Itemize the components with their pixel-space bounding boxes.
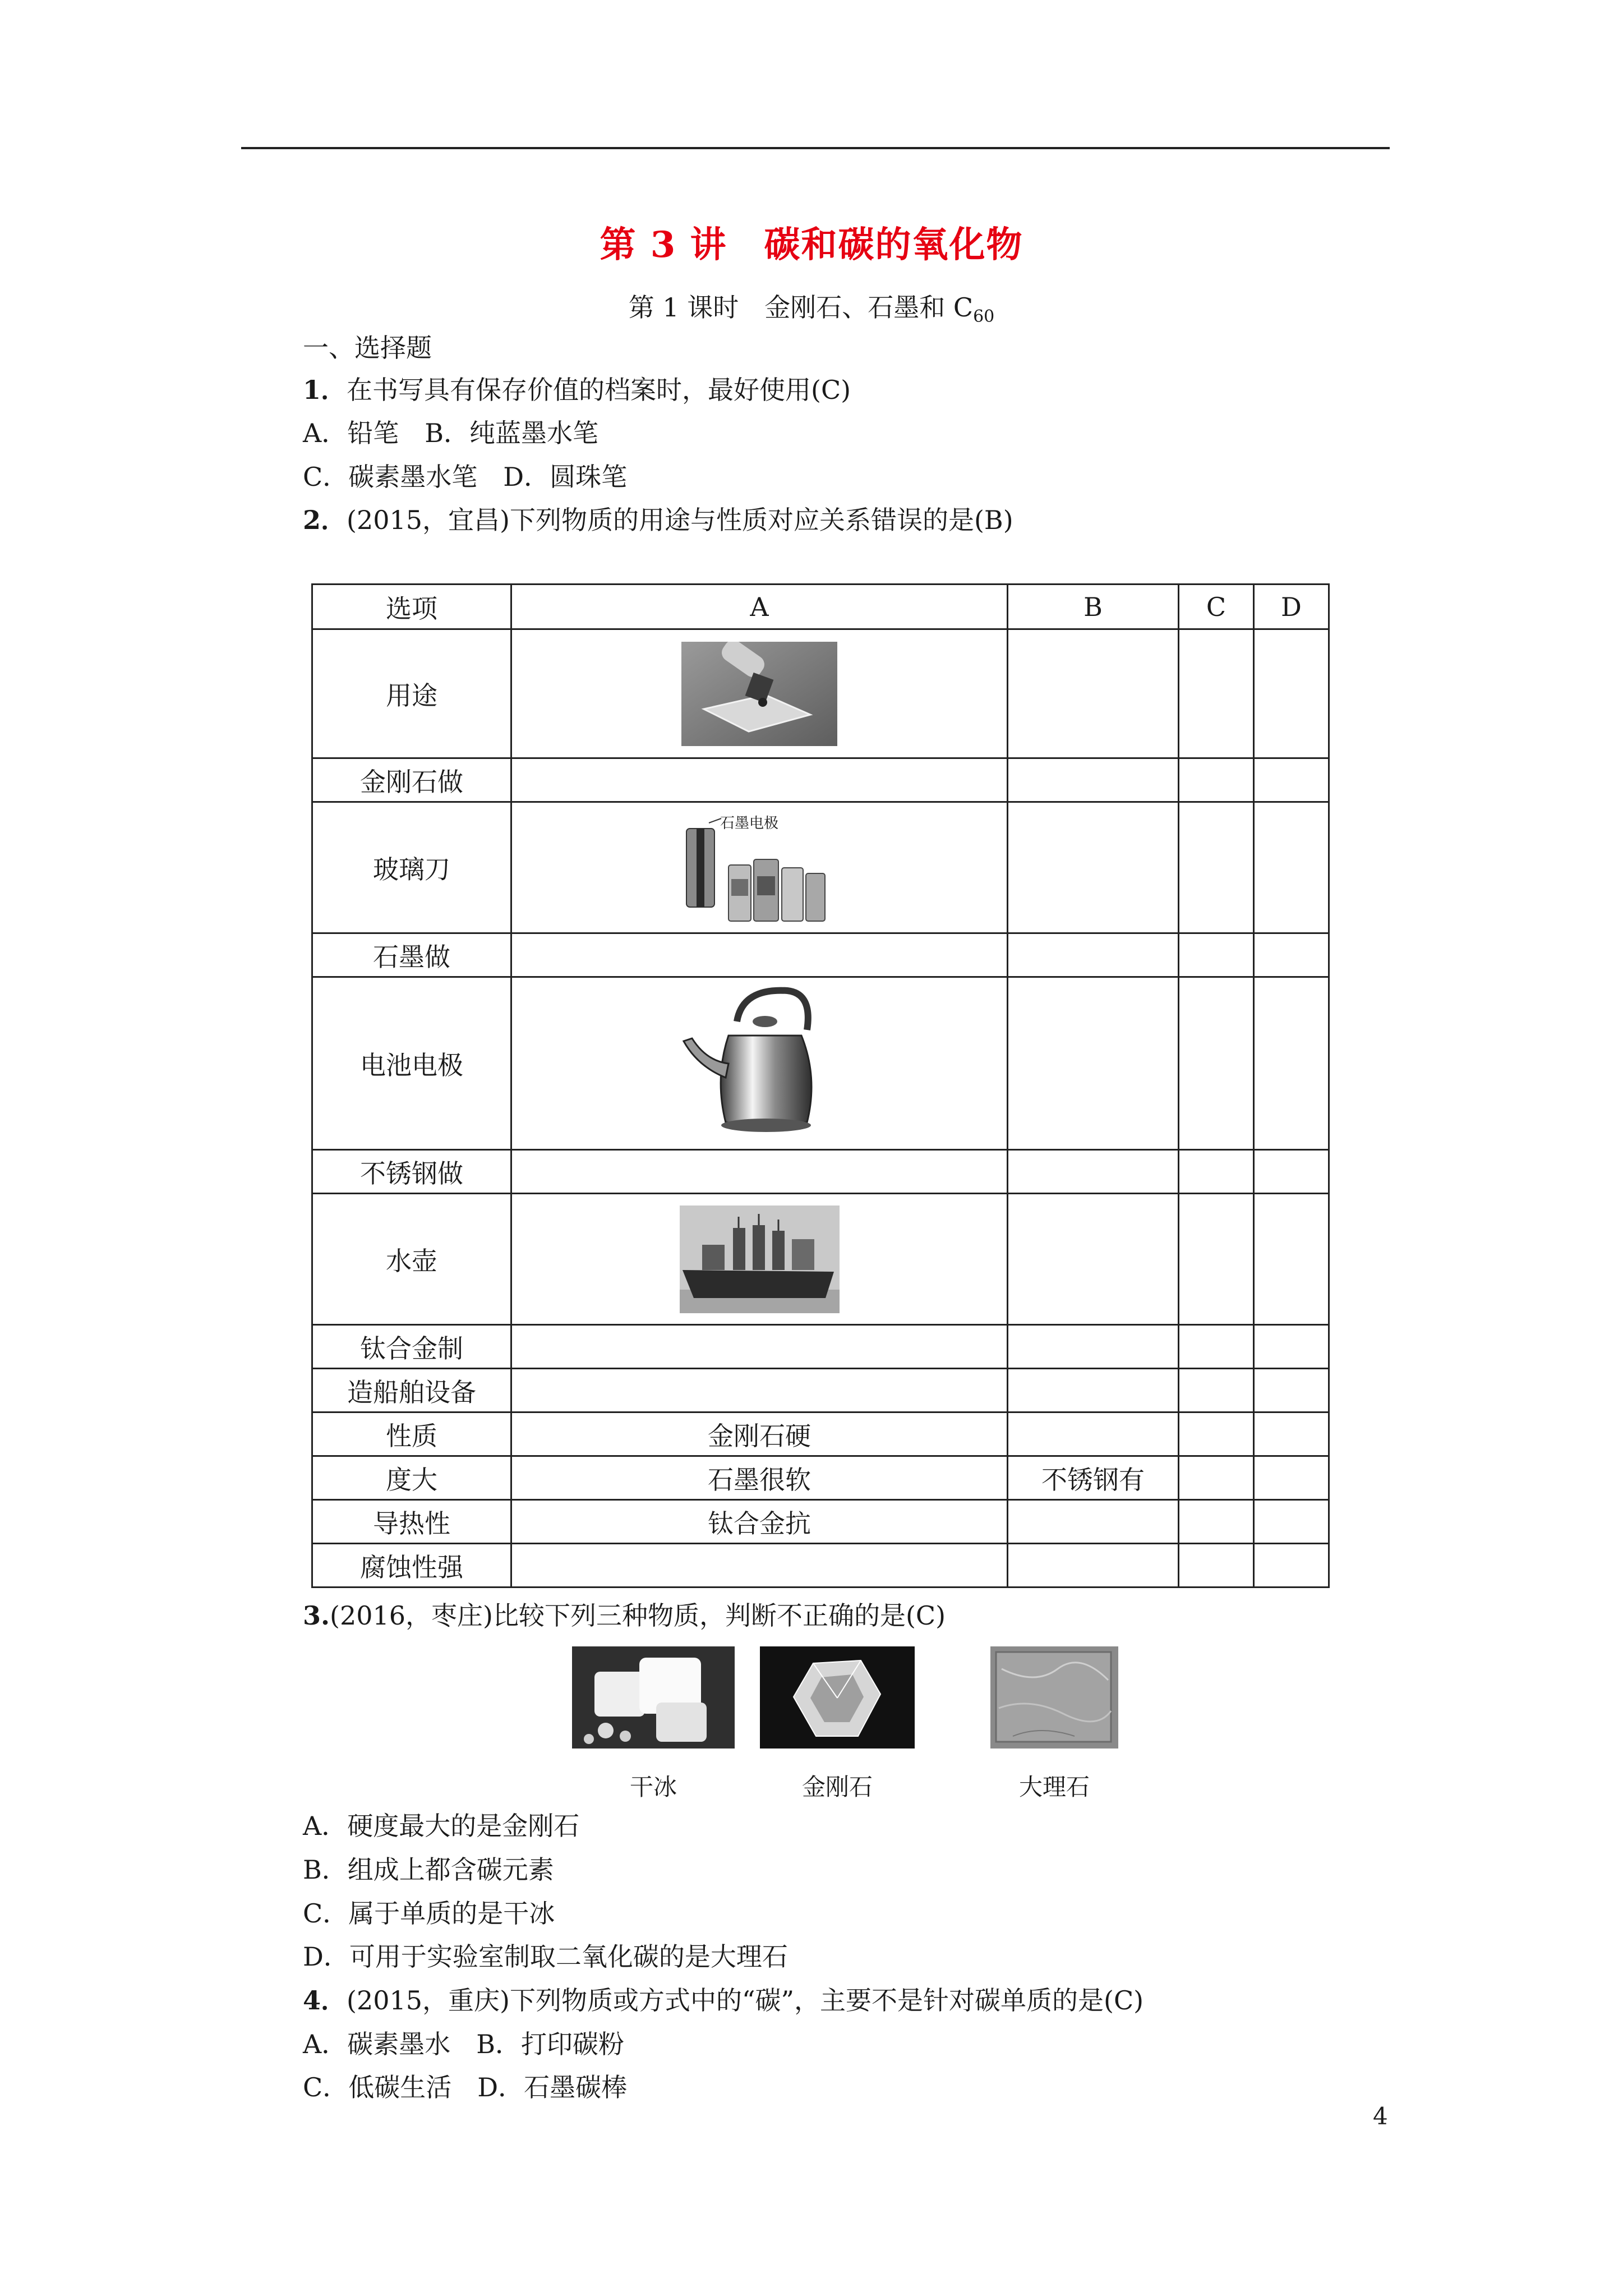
cell-b: [1008, 1325, 1179, 1369]
cell-c: [1179, 977, 1254, 1150]
cell-a: [511, 1194, 1008, 1325]
q2-stem: [303, 503, 1013, 537]
cell-d: [1254, 1456, 1329, 1500]
cell-d: [1254, 1412, 1329, 1456]
cell-c: [1179, 802, 1254, 933]
battery-image: [675, 812, 843, 924]
cell-d: [1254, 933, 1329, 977]
cell-a: [511, 1544, 1008, 1588]
q2-table: [311, 583, 1330, 1588]
q3-option-a: A．硬度最大的是金刚石: [303, 1811, 580, 1841]
cell-d: [1254, 1325, 1329, 1369]
cell-a: [511, 977, 1008, 1150]
q3-stem: [303, 1599, 946, 1632]
cell-c: [1179, 933, 1254, 977]
cell-d: [1254, 1544, 1329, 1588]
cell-b: [1008, 1544, 1179, 1588]
q2-stem-text: (2015，宜昌)下列物质的用途与性质对应关系错误的是(B): [347, 505, 1013, 535]
row-label: 水壶: [312, 1194, 511, 1325]
table-row: [312, 758, 1329, 802]
cell-a: 石墨很软: [511, 1456, 1008, 1500]
battery-drawing: [675, 812, 843, 924]
table-row: [312, 1325, 1329, 1369]
row-label: 电池电极: [312, 977, 511, 1150]
dry-ice-figure: [572, 1646, 735, 1802]
ship-image: [680, 1205, 840, 1313]
cell-d: [1254, 1369, 1329, 1412]
battery-image-caption: 石墨电极: [720, 815, 779, 832]
cell-a: [511, 802, 1008, 933]
diamond-caption: 金刚石: [801, 1773, 873, 1801]
header-cell: A: [511, 585, 1008, 629]
table-row: [312, 629, 1329, 758]
page-number: 4: [1373, 2102, 1388, 2130]
cell-b: 不锈钢有: [1008, 1456, 1179, 1500]
q3-number: 3.: [303, 1600, 330, 1631]
cell-d: [1254, 1500, 1329, 1544]
row-label: 导热性: [312, 1500, 511, 1544]
q3-stem-text: (2016，枣庄)比较下列三种物质，判断不正确的是(C): [330, 1600, 946, 1631]
table-row: [312, 1456, 1329, 1500]
row-label: 石墨做: [312, 933, 511, 977]
cell-a: 金刚石硬: [511, 1412, 1008, 1456]
cell-d: [1254, 1194, 1329, 1325]
cell-c: [1179, 1456, 1254, 1500]
glass-cutter-image: [681, 642, 837, 746]
lecture-title: 第 3 讲 碳和碳的氧化物: [600, 224, 1023, 266]
cell-b: [1008, 1194, 1179, 1325]
cell-b: [1008, 802, 1179, 933]
section-heading: 一、选择题: [303, 333, 432, 363]
header-cell: 选项: [312, 585, 511, 629]
cell-b: [1008, 977, 1179, 1150]
dry-ice-caption: 干冰: [629, 1773, 677, 1801]
cell-b: [1008, 1369, 1179, 1412]
diamond-image: [760, 1646, 915, 1749]
row-label: 玻璃刀: [312, 802, 511, 933]
cell-b: [1008, 1412, 1179, 1456]
table-header-row: [312, 585, 1329, 629]
table-row: [312, 933, 1329, 977]
q3-option-c: C．属于单质的是干冰: [303, 1898, 555, 1929]
table-row: [312, 1194, 1329, 1325]
row-label: 钛合金制: [312, 1325, 511, 1369]
cell-c: [1179, 1325, 1254, 1369]
table-row: [312, 977, 1329, 1150]
q3-option-b: B．组成上都含碳元素: [303, 1855, 554, 1885]
table-row: [312, 1369, 1329, 1412]
cell-b: [1008, 629, 1179, 758]
cell-a: [511, 933, 1008, 977]
row-label: 度大: [312, 1456, 511, 1500]
cell-a: [511, 758, 1008, 802]
cell-d: [1254, 802, 1329, 933]
row-label: 用途: [312, 629, 511, 758]
lesson-subtitle-subscript: 60: [973, 307, 995, 327]
cell-c: [1179, 629, 1254, 758]
q4-options-ab: A．碳素墨水 B．打印碳粉: [303, 2029, 625, 2059]
lesson-subtitle: [0, 287, 1623, 326]
q1-stem-text: 在书写具有保存价值的档案时，最好使用(C): [347, 375, 851, 405]
dry-ice-image: [572, 1646, 735, 1749]
header-cell: C: [1179, 585, 1254, 629]
table-row: [312, 1500, 1329, 1544]
cell-b: [1008, 1500, 1179, 1544]
cell-b: [1008, 933, 1179, 977]
cell-d: [1254, 977, 1329, 1150]
diamond-figure: [760, 1646, 915, 1802]
table-row: [312, 1412, 1329, 1456]
marble-caption: 大理石: [1018, 1773, 1090, 1801]
cell-c: [1179, 1412, 1254, 1456]
q4-number: 4．: [303, 1985, 347, 2016]
cell-b: [1008, 1150, 1179, 1194]
q1-number: 1．: [303, 375, 347, 405]
lesson-subtitle-text: 第 1 课时 金刚石、石墨和 C: [628, 292, 974, 323]
cell-c: [1179, 1150, 1254, 1194]
cell-c: [1179, 1500, 1254, 1544]
header-rule: [241, 147, 1390, 149]
q1-stem: [303, 373, 851, 407]
cell-d: [1254, 629, 1329, 758]
q1-options-cd: C．碳素墨水笔 D．圆珠笔: [303, 462, 628, 492]
marble-image: [990, 1646, 1118, 1749]
cell-c: [1179, 1369, 1254, 1412]
q4-stem: [303, 1984, 1144, 2017]
row-label: 性质: [312, 1412, 511, 1456]
header-cell: D: [1254, 585, 1329, 629]
q2-number: 2．: [303, 505, 347, 535]
row-label: 腐蚀性强: [312, 1544, 511, 1588]
q4-options-cd: C．低碳生活 D．石墨碳棒: [303, 2072, 628, 2102]
cell-c: [1179, 1544, 1254, 1588]
cell-c: [1179, 758, 1254, 802]
cell-d: [1254, 1150, 1329, 1194]
table-row: [312, 1544, 1329, 1588]
cell-a: [511, 629, 1008, 758]
marble-figure: [990, 1646, 1118, 1802]
q4-stem-text: (2015，重庆)下列物质或方式中的“碳”，主要不是针对碳单质的是(C): [347, 1985, 1144, 2016]
cell-a: [511, 1369, 1008, 1412]
cell-d: [1254, 758, 1329, 802]
q1-options-ab: A．铅笔 B．纯蓝墨水笔: [303, 418, 599, 448]
cell-a: 钛合金抗: [511, 1500, 1008, 1544]
table-row: [312, 1150, 1329, 1194]
kettle-image: [675, 982, 843, 1145]
row-label: 造船舶设备: [312, 1369, 511, 1412]
cell-a: [511, 1325, 1008, 1369]
q3-option-d: D．可用于实验室制取二氧化碳的是大理石: [303, 1941, 788, 1972]
cell-c: [1179, 1194, 1254, 1325]
row-label: 不锈钢做: [312, 1150, 511, 1194]
cell-b: [1008, 758, 1179, 802]
header-cell: B: [1008, 585, 1179, 629]
cell-a: [511, 1150, 1008, 1194]
row-label: 金刚石做: [312, 758, 511, 802]
table-row: [312, 802, 1329, 933]
